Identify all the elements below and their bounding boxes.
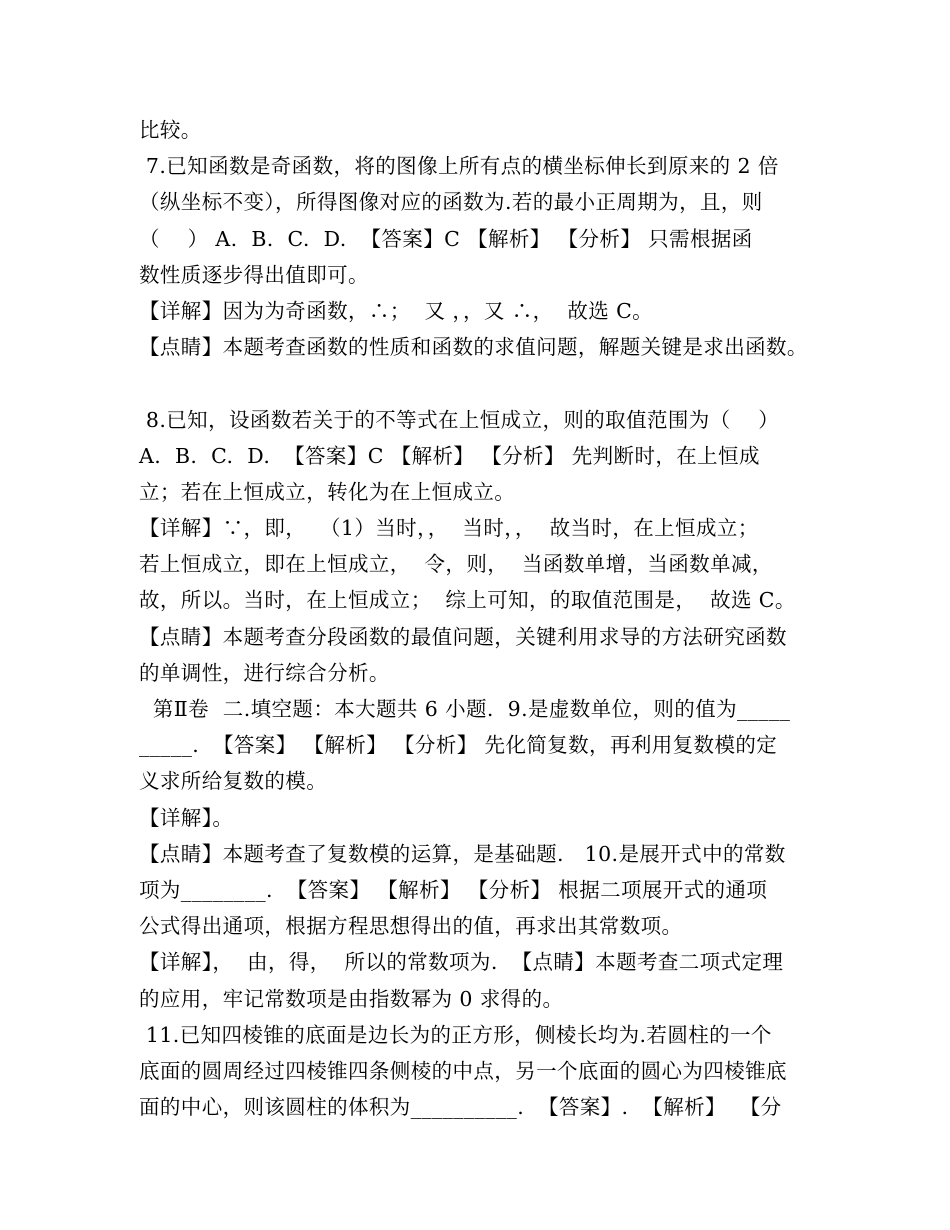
comment-line: 【点睛】本题考查了复数模的运算，是基础题. 10.是展开式中的常数 xyxy=(139,841,786,866)
text-line: 的单调性，进行综合分析。 xyxy=(139,660,390,685)
text-line: 比较。 xyxy=(139,118,202,142)
text-line: 立；若在上恒成立，转化为在上恒成立。 xyxy=(139,479,516,504)
comment-line: 【点睛】本题考查分段函数的最值问题，关键利用求导的方法研究函数 xyxy=(139,624,787,649)
detail-line: 【详解】， 由，得， 所以的常数项为. 【点睛】本题考查二项式定理 xyxy=(139,950,784,975)
blank-line xyxy=(139,365,829,401)
question-11-line: 11.已知四棱锥的底面是边长为的正方形，侧棱长均为.若圆柱的一个 xyxy=(139,1022,772,1047)
section-heading-line: 第Ⅱ卷 二.填空题：本大题共 6 小题. 9.是虚数单位，则的值为_____ xyxy=(139,697,791,721)
text-line: （纵坐标不变），所得图像对应的函数为.若的最小正周期为，且，则 xyxy=(139,190,763,215)
detail-line: 【详解】。 xyxy=(139,805,234,830)
text-line: 公式得出通项，根据方程思想得出的值，再求出其常数项。 xyxy=(139,914,683,939)
question-8-line: 8.已知，设函数若关于的不等式在上恒成立，则的取值范围为（ ） xyxy=(139,407,780,432)
text-line: 面的中心，则该圆柱的体积为__________. 【答案】. 【解析】 【分 xyxy=(139,1095,782,1120)
question-7-line: 7.已知函数是奇函数，将的图像上所有点的横坐标伸长到原来的 2 倍 xyxy=(139,154,779,179)
text-line: 数性质逐步得出值即可。 xyxy=(139,262,369,287)
text-line: _____. 【答案】 【解析】 【分析】 先化简复数，再利用复数模的定 xyxy=(139,733,778,758)
text-line: 故，所以。当时，在上恒成立； 综上可知，的取值范围是， 故选 C。 xyxy=(139,588,796,613)
comment-line: 【点睛】本题考查函数的性质和函数的求值问题，解题关键是求出函数。 xyxy=(139,335,808,360)
text-line: 项为________. 【答案】 【解析】 【分析】 根据二项展开式的通项 xyxy=(139,877,768,902)
text-line: 的应用，牢记常数项是由指数幂为 0 求得的。 xyxy=(139,986,564,1011)
text-line: 若上恒成立，即在上恒成立， 令，则， 当函数单增，当函数单减， xyxy=(139,552,773,577)
text-line: 底面的圆周经过四棱锥四条侧棱的中点，另一个底面的圆心为四棱锥底 xyxy=(139,1058,787,1083)
detail-line: 【详解】因为为奇函数，∴； 又 ，，又 ∴， 故选 C。 xyxy=(139,298,654,323)
text-line: （ ） A. B. C. D. 【答案】C 【解析】 【分析】 只需根据函 xyxy=(139,226,753,251)
text-line: A. B. C. D. 【答案】C 【解析】 【分析】 先判断时，在上恒成 xyxy=(139,443,760,468)
detail-line: 【详解】∵，即， （1）当时，， 当时，， 故当时，在上恒成立； xyxy=(139,516,759,541)
document-body xyxy=(139,112,829,1125)
text-line: 义求所给复数的模。 xyxy=(139,769,328,794)
